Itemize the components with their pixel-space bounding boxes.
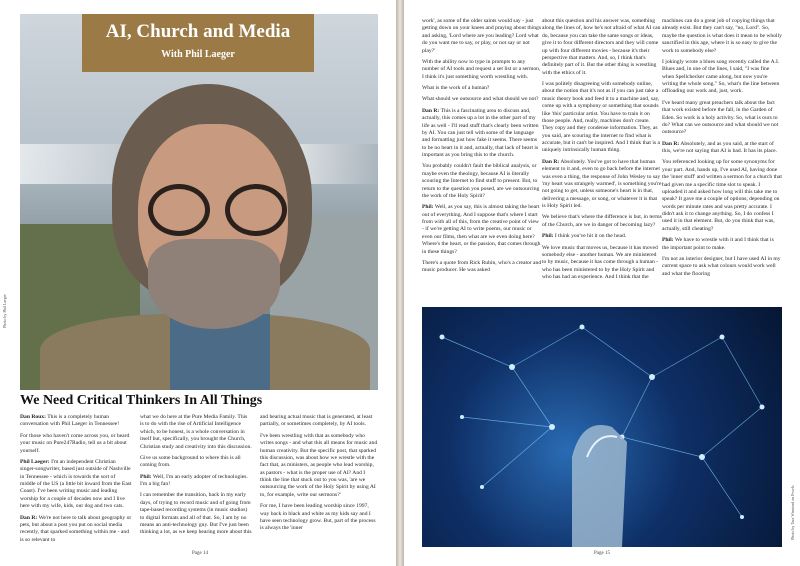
paragraph-text: I'm not an interior designer, but I have used AI in my current space to ask what colours would work well and what the flooring (662, 255, 781, 277)
paragraph (20, 414, 132, 429)
paragraph (260, 433, 378, 499)
paragraph-text: You referenced looking up for some synonyms for your part. And, hands up, I've used AI, having done the 'inner stuff' and written a sermon for a church that had given me a specific time slot to speak. I uploaded it and asked how long will this take me to speak? It gave me a couple of options, depending on words per minute rates and was pretty accurate. I didn't ask it to change anything. So, I do confess I used it in that element. But, do you think that was, actually, still cheating? (662, 159, 782, 232)
paragraph (422, 108, 542, 160)
right-column-2 (542, 18, 662, 306)
paragraph (542, 18, 662, 77)
article-title: AI, Church and Media (105, 21, 291, 42)
article-title-box (82, 14, 314, 72)
paragraph-text: This is a fascinating area to discuss and, actually, this comes up a lot in the other part of my life as well - I'll read stuff that's clearly been written by AI. You can just tell with some of the language and formatting just how fake it seems. There seems to be no heart in it and, actually, that lack of heart is important as you bring this to the church. (422, 107, 539, 158)
right-column-3 (662, 18, 782, 306)
paragraph-text: This is a completely human conversation with Phil Laeger in Tennessee! (20, 414, 120, 428)
paragraph-text: We have to wrestle with it and I think that is the important point to make. (662, 237, 774, 251)
speaker-name: Dan R: (662, 140, 680, 147)
paragraph-text: Absolutely. You've got to have that human element to it and, even to go back before the internet was even a thing, the response of John Wesley to say 'my heart was strangely warmed', is something you're not going to get, unless someone's heart is in that, delivering a message, or song, or whatever it is that is Holy Spirit led. (542, 158, 662, 209)
paragraph-text: What is the work of a human? (422, 85, 490, 91)
paragraph-text: We love music that moves us, because it has moved somebody else - another human. We are ministered to by music, because it has come through a human - who has been ministered to by the Holy Spirit and who has had an experience. And I think that the (542, 244, 659, 280)
paragraph-text: What should we outsource and what should we not? (422, 96, 539, 103)
paragraph-text: For me, I have been leading worship since 1997, way back in black and white as my kids say and I have seen technology grow. But, part of the process is always the 'inner (260, 503, 376, 532)
paragraph-text: machines can do a great job of copying things that already exist. But they can't say, "no, Lord". So, maybe the question is what does it mean to be wholly sanctified in this age, where it is so easy to give the work to somebody else? (662, 18, 782, 54)
ai-network-image (422, 307, 782, 547)
left-column-1 (20, 414, 132, 548)
speaker-name: Phil: (662, 237, 674, 244)
paragraph (20, 433, 132, 455)
paragraph-text: With the ability now to type in prompts to any number of AI tools and request a set list or a sermon, I think it's just something worth wrestling with. (422, 58, 541, 80)
paragraph-text: work', as some of the older saints would say - just getting down on your knees and praying about things and asking, 'Lord where are you leading? Lord what do you want me to say, or play, or not say or not play?' (422, 18, 542, 54)
left-column-2 (140, 414, 252, 541)
page-number-right: Page 15 (594, 551, 610, 556)
paragraph (422, 260, 542, 275)
paragraph (20, 515, 132, 545)
paragraph (662, 237, 782, 252)
speaker-name: Dan Roux: (20, 414, 46, 420)
paragraph (542, 245, 662, 282)
paragraph-text: I've heard many great preachers talk about the fact that work existed before the fall, in the Garden of Eden. So work is a holy activity. So, what is ours to do? What can we outsource and what should we not outsource? (662, 99, 779, 136)
image-credit: Photo by Tara Winstead on Pexels (790, 485, 795, 540)
article-headline: We Need Critical Thinkers In All Things (20, 393, 263, 408)
paragraph (662, 159, 782, 233)
paragraph (140, 474, 252, 489)
article-subtitle: With Phil Laeger (161, 49, 235, 60)
paragraph-text: You probably couldn't fault the biblical analysis, or maybe even the theology, because AI is literally scouring the Internet to find stuff to present. But, to return to the question you posed, are we outsourcing the work of the Holy Spirit? (422, 163, 540, 199)
paragraph-text: I can remember the transition, back in my early days, of trying to record music and of going from tape-based recording systems (in music studios) to digital formats and all of that. So, I am by no means an anti-technology guy. But I've just been thinking a lot, as we keep hearing more about this (140, 492, 252, 536)
speaker-name: Dan R: (542, 158, 560, 165)
speaker-name: Phil: (422, 204, 434, 211)
paragraph (140, 455, 252, 470)
speaker-name: Dan R: (20, 514, 38, 521)
right-page (404, 0, 800, 566)
paragraph-text: I jokingly wrote a blues song recently called the A.I. Blues and, in one of the lines, I said, "I was fine when Spellchecker came along, but now you're writing the whole song." So, what's the line between offloading our work and, just, work. (662, 58, 780, 95)
paragraph-text: I was politely disagreeing with somebody online, about the notion that it's not as if you can just take a music theory book and feed it to a machine and, say, come up with a symphony or something that sounds like 'this' particular artist. You have to train it on those people. And, really, machines don't create. They copy and they condense information. They, as you said, are scouring the internet to find what is accurate, but it can't be inspired. And I think that is a uniquely intrinsically human thing. (542, 81, 660, 154)
paragraph (422, 96, 542, 103)
paragraph (662, 141, 782, 156)
paragraph (542, 214, 662, 229)
paragraph (422, 204, 542, 256)
paragraph (662, 59, 782, 96)
paragraph (422, 18, 542, 55)
paragraph-text: I've been wrestling with that as somebody who writes songs - and what this all means for music and human creativity. But the specific post, that sparked this discussion, was about how we wrestle with the fact that, as ministers, as people who lead worship, as pastors - what is the proper use of AI? And I think the line that stuck out to you was, 'are we outsourcing the work of the Holy Spirit by using AI to, for example, write our sermons?' (260, 432, 378, 498)
speaker-name: Dan R: (422, 107, 440, 114)
paragraph (542, 233, 662, 240)
paragraph (140, 414, 252, 451)
paragraph (422, 163, 542, 200)
paragraph (542, 159, 662, 211)
paragraph-text: Well, I'm an early adopter of technologies. I'm a big fan! (140, 473, 248, 487)
paragraph (260, 414, 378, 429)
page-number-left: Page 14 (192, 551, 208, 556)
paragraph-text: I'm an independent Christian singer-songwriter, based just outside of Nashville in Tennessee - which is towards the sort of middle of the US (a little bit inward from the East Coast). I've been writing music and leading worship for a couple of decades now and I live here with my wife, kids, our dog and two cats. (20, 458, 132, 510)
paragraph (542, 81, 662, 155)
paragraph (422, 59, 542, 81)
right-column-1 (422, 18, 542, 279)
photo-credit: Photo by Phil Laeger (2, 294, 7, 328)
paragraph-text: Absolutely, and as you said, at the start of this, we're not saying that AI is bad. It has its place. (662, 140, 778, 154)
paragraph (260, 503, 378, 533)
spine-gutter (396, 0, 404, 566)
paragraph-text: Give us some background to where this is all coming from. (140, 454, 241, 469)
paragraph (20, 459, 132, 511)
paragraph (422, 85, 542, 92)
paragraph (140, 492, 252, 536)
paragraph-text: I think you've hit it on the head. (554, 233, 627, 240)
paragraph-text: For those who haven't come across you, or heard your music on Pure247Radio, tell us a bit about yourself. (20, 432, 130, 454)
speaker-name: Phil: (542, 233, 554, 240)
left-column-3 (260, 414, 378, 537)
paragraph-text: Well, as you say, this is almost taking the heart out of everything. And I suppose that's where I start from with all of this, from the creative point of view - if we're getting AI to write poems, our music or even our films, then what are we even doing here? Where's the heart, or the passion, that comes through in these things? (422, 204, 541, 255)
speaker-name: Phil: (140, 473, 152, 480)
paragraph (662, 18, 782, 55)
paragraph-text: about this question and his answer was, something along the lines of, how he's not afraid of what AI can do, because you can take the same songs or ideas, give it to four different directors and they will come up with four different movies - because it's their perspective that matters. And, so, I think that's definitely part of it. But the other thing is wrestling with the ethics of it. (542, 18, 661, 76)
paragraph-text: We're not here to talk about geography or pets, but about a post you put on social media recently, that sparked something within me - and is so relevant to (20, 514, 132, 543)
paragraph-text: and hearing actual music that is generated, at least partially, or sometimes completely, by AI tools. (260, 414, 373, 428)
paragraph (662, 256, 782, 278)
paragraph (662, 100, 782, 137)
paragraph-text: what we do here at the Pure Media Family. This is to do with the rise of Artificial Intelligence which, to be honest, is a whole conversation in itself but, specifically, you brought the Church, Christian study and creativity into this discussion. (140, 414, 252, 450)
paragraph-text: There's a quote from Rick Rubin, who's a creator and music producer. He was asked (422, 259, 542, 274)
paragraph-text: We believe that's where the difference is but, in terms of the Church, are we in danger of becoming lazy? (542, 214, 662, 228)
left-page (0, 0, 396, 566)
speaker-name: Phil Laeger: (20, 458, 50, 465)
